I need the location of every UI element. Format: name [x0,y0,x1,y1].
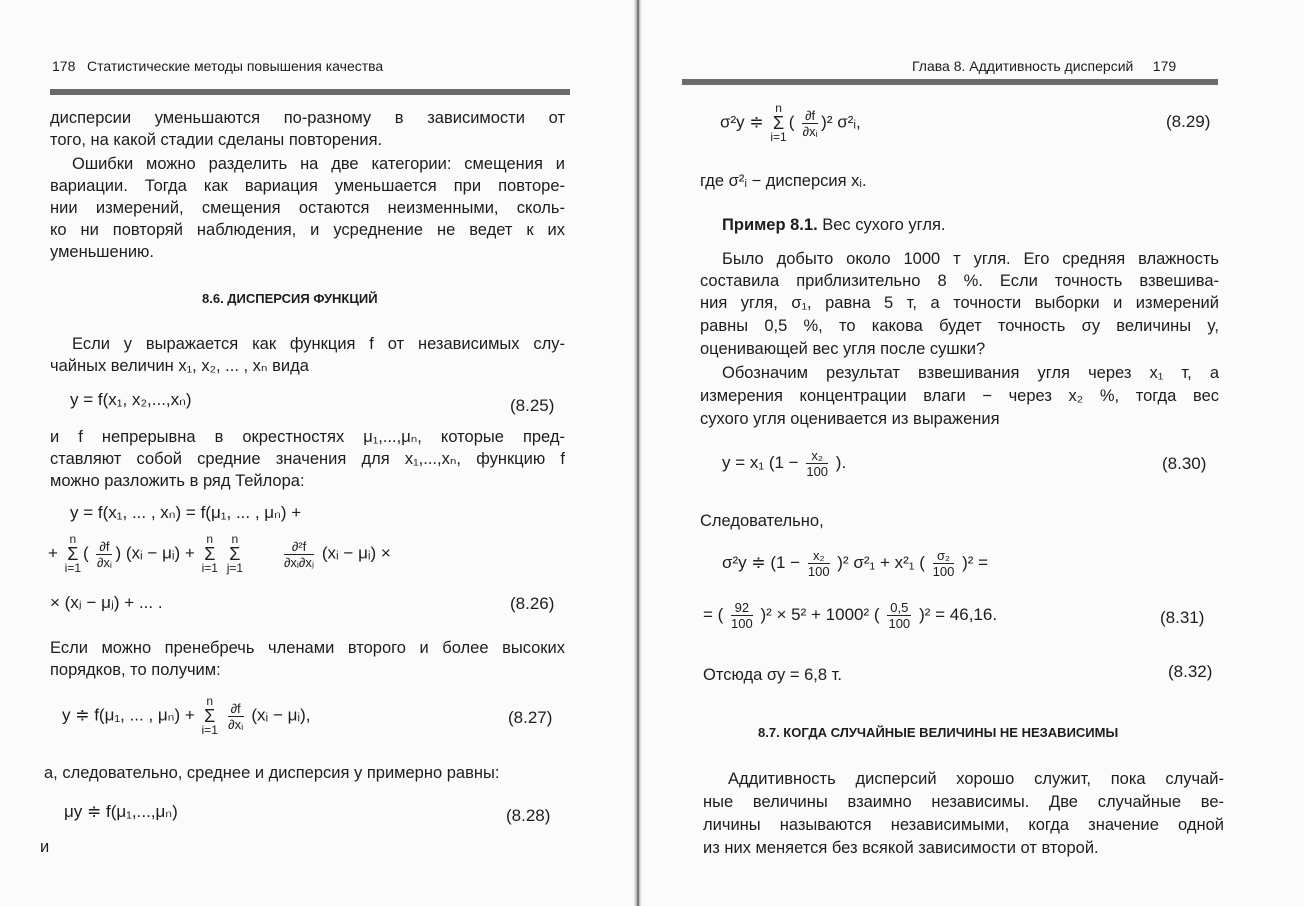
frac-denominator: 100 [806,464,829,479]
sum-i-block-2 [202,533,218,575]
eq-8-31-part-c: )² = [962,552,989,572]
eq-8-27 [62,695,310,737]
sum-lower: i=1 [64,561,82,575]
eq-8-32-number: (8.32) [1168,662,1213,681]
left-para3-line1: Если y выражается как функция f от независимых слу- [72,335,565,353]
left-para2-line3: нии измерений, смещения остаются неизменными, сколь- [50,199,565,217]
eq-8-26-term2: (xᵢ − μᵢ) × [321,543,391,563]
sum-j-block [227,533,243,575]
partial-fraction-2 [228,701,244,732]
left-para4-line3: можно разложить в ряд Тейлора: [50,472,305,490]
partial-fraction [96,539,112,570]
right-header-rule [682,79,1218,85]
left-para2-line2: вариации. Тогда как вариация уменьшается при повторе- [50,177,565,195]
left-page-number: 178 [52,58,76,74]
x2-over-100-b [808,548,830,579]
sum-upper: n [231,532,239,546]
eq-8-26-line1: y = f(x₁, ... , xₙ) = f(μ₁, ... , μₙ) + [70,503,302,522]
sum-i-block [65,533,81,575]
eq-8-30-rhs: ). [835,452,847,472]
left-para5-line1: Если можно пренебречь членами второго и более высоких [50,639,565,657]
left-running-header [52,58,383,74]
right-running-header [912,58,1176,74]
eq-8-31-line2 [703,600,997,631]
frac-denominator: 100 [807,564,830,579]
eq-8-26-term1: (xᵢ − μᵢ) + [125,543,195,563]
frac-numerator: ∂f [802,108,818,124]
sum-upper: n [206,532,214,546]
frac-numerator: 0,5 [887,600,911,616]
section-heading-8-7: 8.7. КОГДА СЛУЧАЙНЫЕ ВЕЛИЧИНЫ НЕ НЕЗАВИСИМЫ [758,725,1119,740]
right-para3-line1: Аддитивность дисперсий хорошо служит, пока случай- [728,770,1224,788]
eq-8-30-number: (8.30) [1162,454,1207,473]
left-para6: а, следовательно, среднее и дисперсия y примерно равны: [44,764,500,782]
partial-fraction-3 [802,108,818,139]
eq-8-26-number: (8.26) [510,594,555,613]
right-para1-line2: составила приблизительно 8 %. Если точность взвешива- [700,272,1219,290]
eq-8-26-plus: + [48,543,58,563]
right-page-number: 179 [1152,58,1177,74]
book-spine [633,0,642,906]
eq-8-25-number: (8.25) [510,396,555,415]
left-tail-word: и [40,838,50,856]
example-name: Вес сухого угля. [822,216,946,234]
eq-8-31-part-b: )² σ²₁ + x²₁ ( [837,552,925,572]
eq-8-31-part-a: σ²y ≑ (1 − [722,552,801,572]
sum-i-block-4 [770,102,786,144]
right-para1-line3: ния угля, σ₁, равна 5 т, а точности выборки и измерений [700,294,1219,312]
eq-8-27-rhs: (xᵢ − μᵢ), [251,705,311,725]
right-para1-line1: Было добыто около 1000 т угля. Его средняя влажность [722,250,1219,268]
eq-8-32: Отсюда σy = 6,8 т. [703,666,842,684]
sum-upper: n [69,532,77,546]
eq-8-28-number: (8.28) [506,806,551,825]
frac-denominator: 100 [888,616,911,631]
right-para3-line3: личины называются независимыми, когда значение одной [703,816,1224,834]
eq-8-31-part-e: )² × 5² + 1000² ( [760,604,880,624]
sum-upper: n [206,694,214,708]
left-para2-line1: Ошибки можно разделить на две категории: смещения и [72,155,565,173]
sum-lower: i=1 [201,723,218,737]
eq-8-29: σ²y ≑ n Σ i=1( $\frac{\partial f}{\text{∂xᵢ}}$ )² σ²ᵢ, [720,101,861,144]
92-over-100 [731,600,753,631]
left-para1-line2: того, на какой стадии сделаны повторения. [50,131,383,149]
frac-numerator: 92 [731,600,753,616]
section-heading-8-6: 8.6. ДИСПЕРСИЯ ФУНКЦИЙ [202,291,378,306]
frac-numerator: x₂ [808,548,830,564]
frac-numerator: σ₂ [933,548,955,564]
eq-8-28: μy ≑ f(μ₁,...,μₙ) [64,802,178,821]
left-para2-line5: уменьшению. [50,243,154,261]
right-para3-line4: из них меняется без всякой зависимости от второй. [703,839,1099,857]
eq-8-29-lhs: σ²y ≑ [720,112,764,132]
frac-denominator: ∂xᵢ [228,716,244,732]
eq-8-29-number: (8.29) [1166,112,1211,131]
eq-8-26-line3: × (xⱼ − μⱼ) + ... . [50,593,163,612]
x2-over-100 [806,448,828,479]
frac-denominator: ∂xᵢ [802,123,818,139]
sum-lower: i=1 [201,561,218,575]
left-header-title: Статистические методы повышения качества [87,58,384,74]
left-header-rule [50,89,570,95]
sum-lower: j=1 [226,561,244,575]
eq-8-29-rhs: σ²ᵢ, [837,112,861,132]
left-para3-line2: чайных величин x₁, x₂, ... , xₙ вида [50,357,309,375]
where-clause: где σ²ᵢ − дисперсия xᵢ. [700,172,867,190]
eq-8-30-lhs: y = x₁ (1 − [722,452,799,472]
frac-numerator: x₂ [806,448,828,464]
frac-numerator: ∂f [228,701,244,717]
right-para1-line4: равны 0,5 %, то какова будет точность σy величины y, [700,317,1219,335]
frac-numerator: ∂²f [284,539,314,555]
left-para4-line1: и f непрерывна в окрестностях μ₁,...,μₙ, которые пред- [50,428,565,446]
frac-denominator: ∂xᵢ∂xⱼ [283,554,315,570]
right-header-title: Глава 8. Аддитивность дисперсий [912,58,1134,74]
eq-8-30 [722,448,846,479]
example-heading [722,214,945,236]
sum-symbol: Σ [67,544,79,564]
sum-upper: n [775,101,782,115]
sum-symbol: Σ [229,544,241,564]
second-partial-fraction [284,539,314,570]
frac-numerator: ∂f [96,539,112,555]
eq-8-31-part-d: = ( [703,604,724,624]
eq-8-31-number: (8.31) [1160,608,1205,627]
right-para2-line1: Обозначим результат взвешивания угля через x₁ т, а [722,364,1219,382]
sum-symbol: Σ [204,544,216,564]
left-para4-line2: ставляют собой средние значения для x₁,...,xₙ, функцию f [50,450,565,468]
left-para5-line2: порядков, то получим: [50,661,221,679]
right-para2-line3: сухого угля оценивается из выражения [700,410,1000,428]
eq-8-27-number: (8.27) [508,708,553,727]
eq-8-26-line2: + n Σ i=1( $\frac{\partial f}{\text{∂xᵢ}}$ ) (xᵢ − μᵢ) + n Σ i=1 n Σ j=1 $\frac{\text{∂²f}}{\text{∂xᵢ∂xⱼ}}$ (xᵢ − μᵢ) × [48,532,391,575]
left-para2-line4: ко ни повторяй наблюдения, и усреднение не ведет к их [50,221,565,239]
eq-8-25: y = f(x₁, x₂,...,xₙ) [70,390,192,409]
right-para1-line5: оценивающей вес угля после сушки? [700,340,986,358]
frac-denominator: 100 [932,564,955,579]
right-para2-line2: измерения концентрации влаги − через x₂ %, тогда вес [700,387,1219,405]
hence-line: Следовательно, [700,512,824,530]
frac-denominator: ∂xᵢ [96,554,112,570]
eq-8-31-part-f: )² = 46,16. [919,604,998,624]
sum-i-block-3 [202,695,218,737]
left-para1-line1: дисперсии уменьшаются по-разному в зависимости от [50,109,565,127]
sum-symbol: Σ [772,113,785,133]
sum-lower: i=1 [770,130,787,144]
eq-8-27-lhs: y ≑ f(μ₁, ... , μₙ) + [62,705,195,725]
half-over-100 [887,600,911,631]
s2-over-100 [933,548,955,579]
eq-8-31-line1 [722,548,988,579]
sum-symbol: Σ [204,706,216,726]
example-label: Пример 8.1. [722,216,818,234]
frac-denominator: 100 [731,616,753,631]
right-para3-line2: ные величины взаимно независимы. Две случайные ве- [703,793,1224,811]
